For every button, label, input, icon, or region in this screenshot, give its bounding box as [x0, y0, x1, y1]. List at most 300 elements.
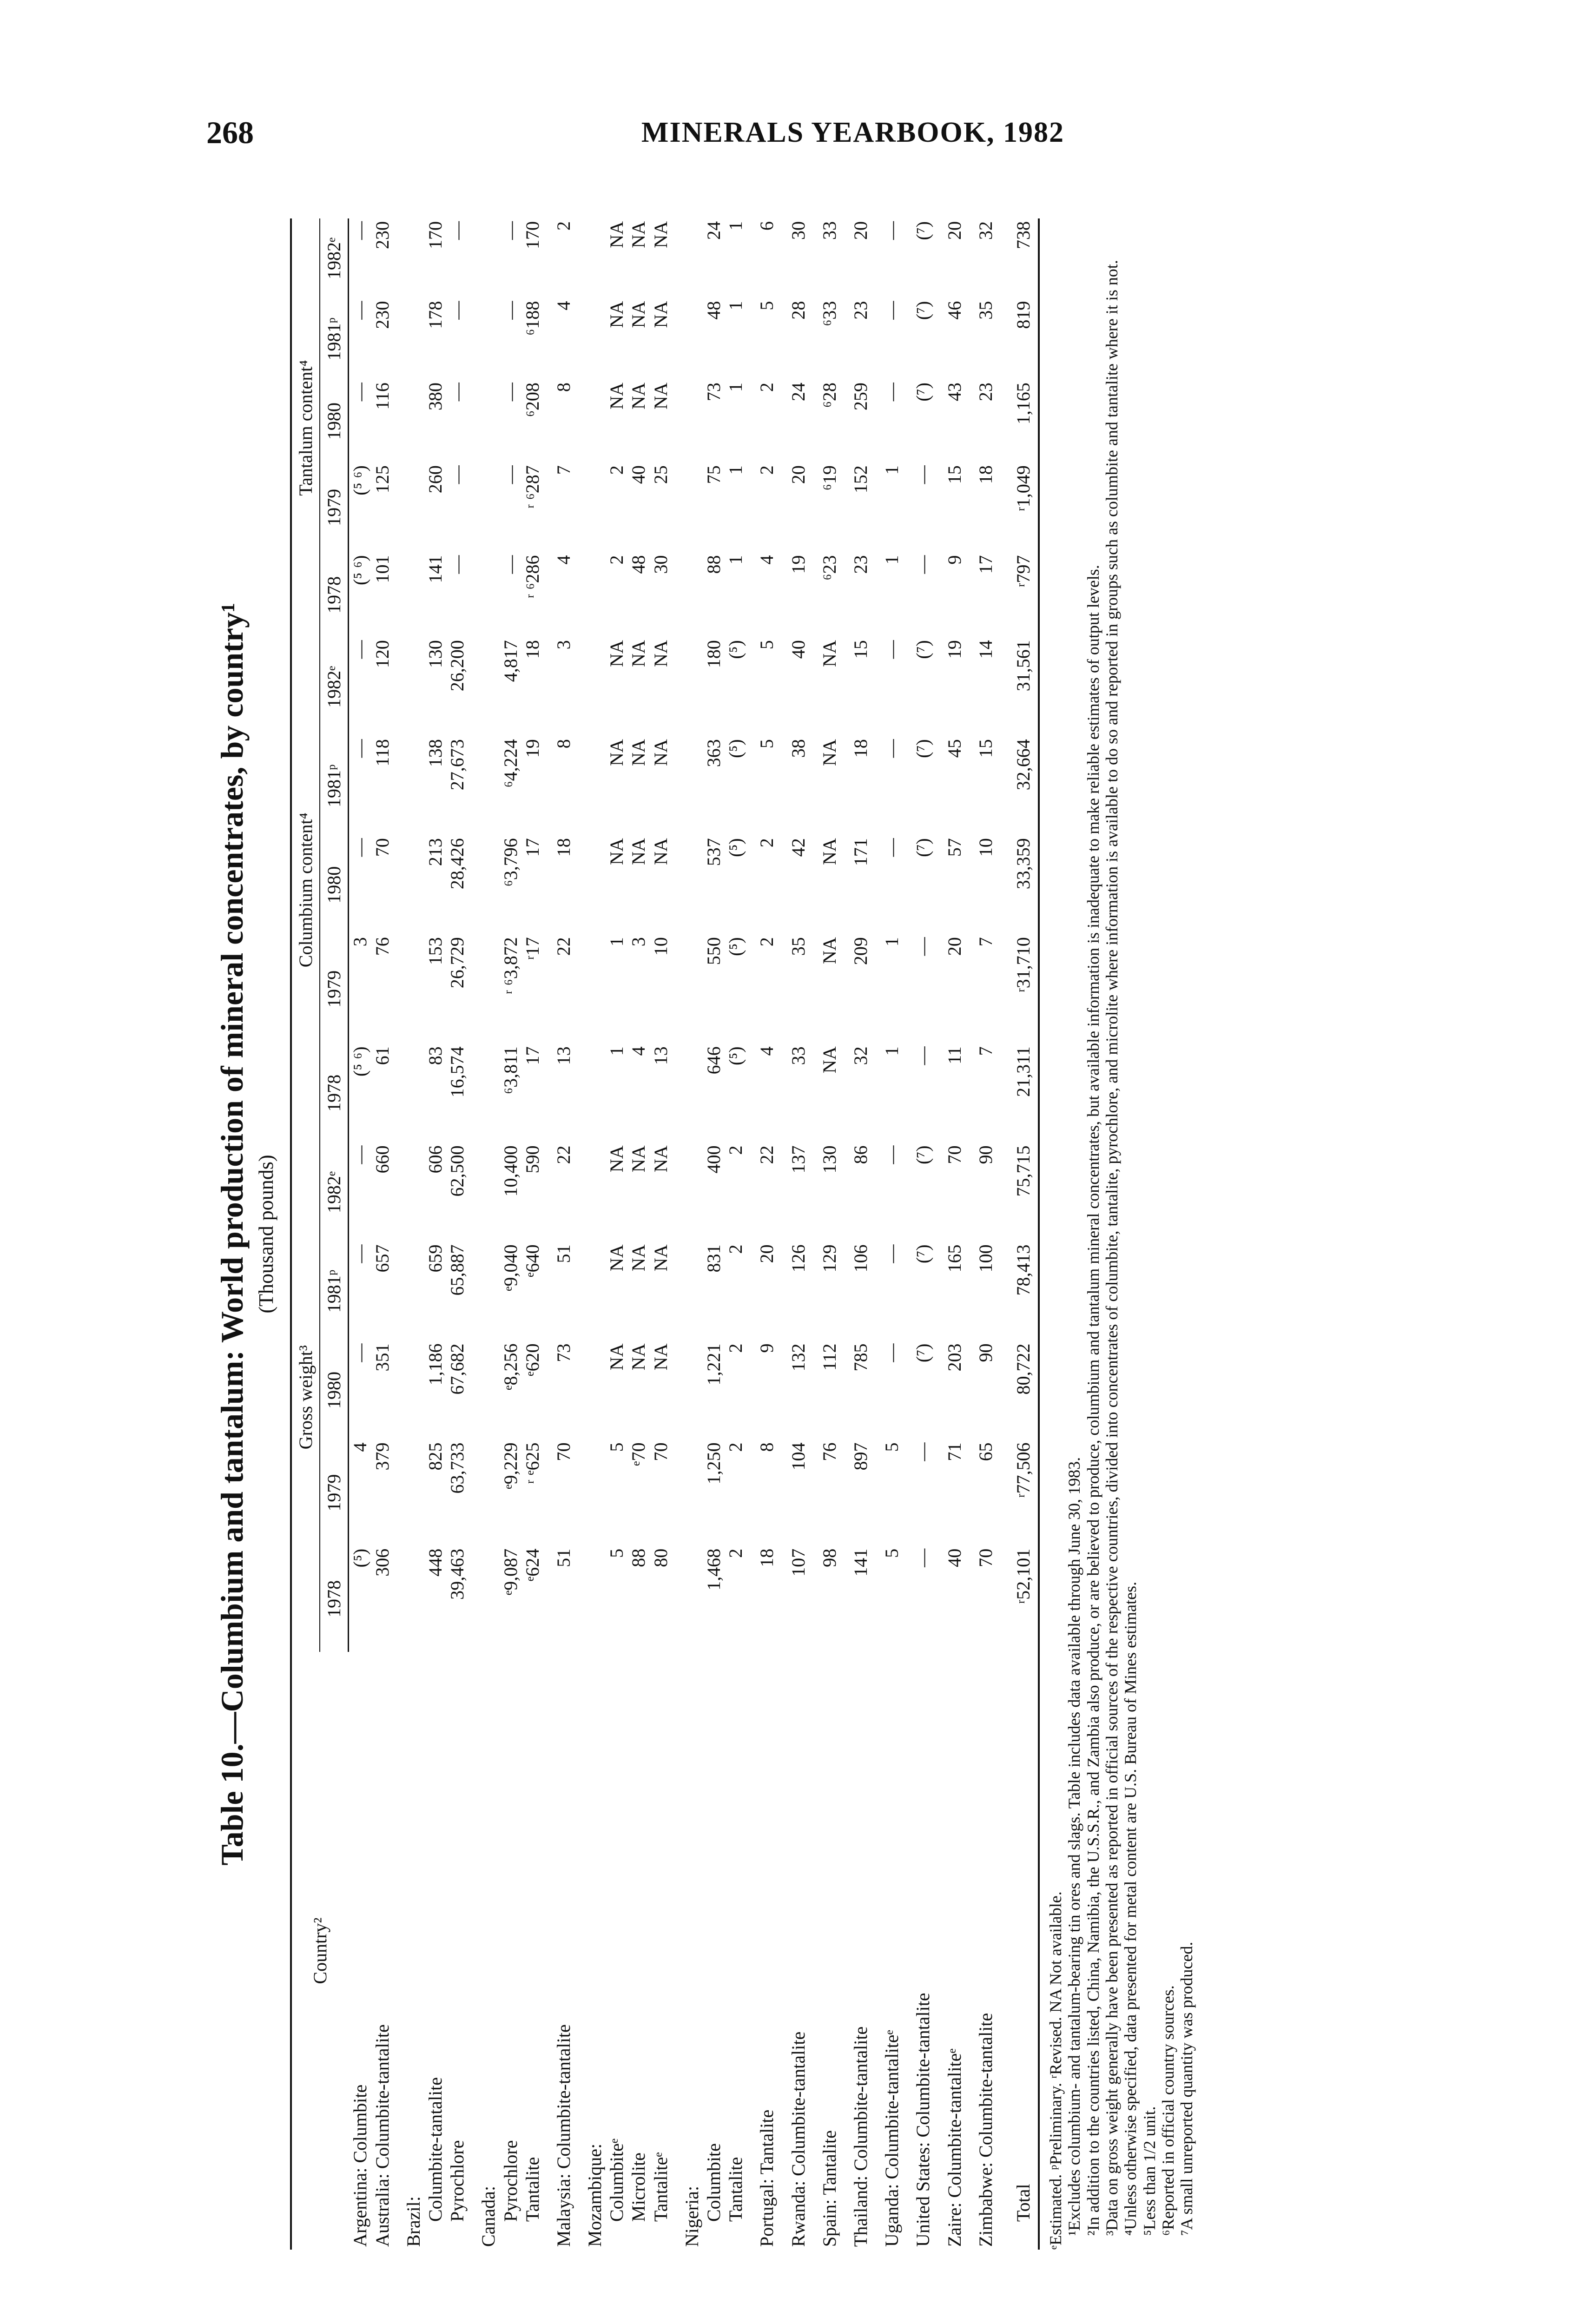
gross-value: ʳ52,101	[997, 1546, 1039, 1652]
columbium-value: 16,574	[447, 1046, 468, 1098]
table-row	[500, 218, 521, 2250]
columbium-value: 14	[975, 640, 996, 659]
tantalum-value	[468, 462, 499, 552]
columbium-value: 8	[553, 739, 574, 749]
tantalum-value: —	[447, 555, 468, 574]
columbium-value: —	[881, 838, 903, 857]
columbium-value: 646	[703, 1046, 724, 1075]
country-cell	[627, 1652, 649, 2250]
tantalum-value: ʳ ⁶287	[521, 465, 543, 508]
columbium-value	[468, 1043, 499, 1142]
columbium-value: 76	[371, 937, 393, 956]
tantalum-value: ⁶208	[521, 383, 543, 417]
gross-value: 1,186	[424, 1343, 446, 1386]
gross-value: 5	[606, 1442, 627, 1452]
gross-value: 63,733	[447, 1442, 468, 1494]
gross-value: 448	[424, 1548, 446, 1577]
columbium-value: 550	[703, 937, 724, 965]
columbium-value: NA	[628, 739, 649, 766]
columbium-value: 13	[553, 1046, 574, 1065]
gross-value	[672, 1440, 703, 1546]
tantalum-value: —	[881, 383, 903, 402]
tantalum-value: —	[500, 221, 521, 240]
tantalum-value	[393, 552, 424, 637]
table-row	[672, 218, 703, 2250]
gross-value: NA	[606, 1145, 627, 1173]
tantalum-value: NA	[628, 301, 649, 328]
gross-value: 657	[371, 1244, 393, 1273]
columbium-value: (⁵)	[725, 640, 746, 659]
year-header: 1980	[320, 835, 349, 934]
tantalum-value	[574, 552, 606, 637]
gross-value: 132	[787, 1343, 809, 1372]
columbium-value: NA	[819, 640, 840, 667]
columbium-value	[672, 736, 703, 835]
gross-value: —	[881, 1145, 903, 1164]
columbium-value: 17	[521, 1046, 543, 1065]
gross-value: NA	[650, 1244, 671, 1272]
columbium-value: 5	[756, 640, 778, 650]
columbium-value: —	[912, 937, 934, 956]
group-header-columbium: Columbium content⁴	[291, 637, 320, 1142]
columbium-value: 31,561	[997, 637, 1039, 736]
columbium-value: ʳ ⁶3,872	[500, 937, 521, 994]
columbium-value: 26,729	[447, 937, 468, 989]
columbium-value	[672, 1043, 703, 1142]
gross-value	[672, 1546, 703, 1652]
table-row	[521, 218, 543, 2250]
country-cell	[965, 1652, 997, 2250]
columbium-value: 213	[424, 838, 446, 866]
table-row	[371, 218, 393, 2250]
columbium-value: 27,673	[447, 739, 468, 791]
columbium-value: 2	[756, 838, 778, 848]
tantalum-value: NA	[606, 383, 627, 409]
country-label: United States: Columbite-tantalite	[912, 1993, 934, 2247]
table-row	[871, 218, 903, 2250]
tantalum-value: 230	[371, 221, 393, 249]
tantalum-value: ⁶28	[819, 383, 840, 408]
columbium-value: NA	[628, 640, 649, 667]
columbium-value: 130	[424, 640, 446, 668]
country-cell	[371, 1652, 393, 2250]
tantalum-value: NA	[628, 383, 649, 409]
country-label: Zimbabwe: Columbite-tantalite	[975, 2013, 996, 2247]
tantalum-value	[393, 380, 424, 462]
gross-value: 71	[944, 1442, 965, 1461]
columbium-value	[672, 934, 703, 1043]
columbium-value: 35	[787, 937, 809, 956]
country-label: Rwanda: Columbite-tantalite	[787, 2031, 809, 2247]
gross-value: 39,463	[447, 1548, 468, 1600]
gross-value: NA	[650, 1145, 671, 1173]
tantalum-value: 2	[756, 383, 778, 392]
columbium-value: 83	[424, 1046, 446, 1065]
gross-value: (⁵)	[350, 1548, 371, 1568]
columbium-value: 38	[787, 739, 809, 758]
tantalum-value: NA	[650, 301, 671, 328]
tantalum-value: 2	[553, 221, 574, 231]
columbium-value: 33,359	[997, 835, 1039, 934]
country-cell	[871, 1652, 903, 2250]
page-number: 268	[206, 115, 254, 150]
gross-value: ʳ77,506	[997, 1440, 1039, 1546]
tantalum-value: ʳ1,049	[997, 462, 1039, 552]
tantalum-value	[468, 218, 499, 298]
table-row	[840, 218, 871, 2250]
gross-value	[574, 1341, 606, 1440]
columbium-value	[574, 835, 606, 934]
tantalum-value: 20	[944, 221, 965, 240]
country-label: Columbite-tantalite	[424, 2077, 446, 2222]
gross-value: —	[881, 1343, 903, 1362]
table-row	[424, 218, 446, 2250]
tantalum-value: NA	[628, 221, 649, 248]
gross-value: 65,887	[447, 1244, 468, 1296]
columbium-value: —	[881, 739, 903, 758]
year-header: 1982ᵉ	[320, 637, 349, 736]
tantalum-value: 23	[850, 301, 871, 320]
gross-value	[393, 1341, 424, 1440]
country-label: Thailand: Columbite-tantalite	[850, 2026, 871, 2247]
columbium-value: 537	[703, 838, 724, 866]
running-header: MINERALS YEARBOOK, 1982	[641, 117, 1064, 148]
tantalum-value: 23	[975, 383, 996, 402]
tantalum-value: 24	[703, 221, 724, 240]
tantalum-value: NA	[650, 221, 671, 248]
gross-value: 606	[424, 1145, 446, 1174]
gross-value: 98	[819, 1548, 840, 1567]
country-cell	[650, 1652, 672, 2250]
tantalum-value: 2	[756, 465, 778, 475]
gross-value: —	[912, 1548, 934, 1567]
tantalum-value: 88	[703, 555, 724, 574]
columbium-value: NA	[606, 838, 627, 865]
gross-value: (⁷)	[912, 1145, 934, 1165]
columbium-value: 10	[975, 838, 996, 857]
year-header: 1981ᵖ	[320, 298, 349, 380]
tantalum-value: 18	[975, 465, 996, 484]
tantalum-value: 35	[975, 301, 996, 320]
tantalum-value: —	[350, 221, 371, 240]
table-row	[809, 218, 840, 2250]
columbium-value: ⁶3,796	[500, 838, 521, 887]
country-label: Columbite	[703, 2143, 724, 2222]
tantalum-value: 1	[725, 465, 746, 475]
table-row	[627, 218, 649, 2250]
columbium-value: 3	[350, 937, 371, 947]
gross-value: 1,468	[703, 1548, 724, 1591]
country-label: Tantalite	[725, 2157, 746, 2222]
tantalum-value	[574, 462, 606, 552]
tantalum-value: —	[500, 555, 521, 574]
gross-value	[672, 1142, 703, 1241]
total-label: Total	[997, 1652, 1039, 2250]
tantalum-value: 5	[756, 301, 778, 310]
country-cell	[672, 1652, 703, 2250]
country-cell	[349, 1652, 371, 2250]
columbium-value: 1	[606, 937, 627, 947]
table-row	[903, 218, 934, 2250]
country-label: Brazil:	[403, 2196, 424, 2247]
columbium-value: 15	[975, 739, 996, 758]
gross-value: NA	[628, 1244, 649, 1272]
year-header: 1979	[320, 1440, 349, 1546]
columbium-value: 171	[850, 838, 871, 866]
country-label: Argentina: Columbite	[349, 2084, 370, 2247]
gross-value	[468, 1546, 499, 1652]
gross-value: ᵉ9,229	[500, 1442, 521, 1489]
tantalum-value	[574, 298, 606, 380]
gross-value: NA	[606, 1343, 627, 1371]
tantalum-value: —	[447, 383, 468, 402]
gross-value: 88	[628, 1548, 649, 1567]
columbium-value: 4,817	[500, 640, 521, 682]
tantalum-value: 23	[850, 555, 871, 574]
gross-value: 351	[371, 1343, 393, 1372]
columbium-value: 32	[850, 1046, 871, 1065]
tantalum-value	[672, 462, 703, 552]
country-label: Nigeria:	[681, 2185, 702, 2247]
columbium-value: 5	[756, 739, 778, 749]
columbium-value: 209	[850, 937, 871, 965]
columbium-value: NA	[650, 739, 671, 766]
tantalum-value: 170	[424, 221, 446, 249]
footnote: ²In addition to the countries listed, China, Namibia, the U.S.S.R., and Zambia also produce, or are believed to produce, columbium and tantalum mineral concentrates, but available information is inadequate to make reliable estimates of output levels.	[1083, 565, 1102, 2236]
country-label: Pyrochlore	[447, 2140, 468, 2222]
tantalum-value: 259	[850, 383, 871, 411]
gross-value	[468, 1440, 499, 1546]
columbium-value: 28,426	[447, 838, 468, 890]
tantalum-value: 1	[725, 383, 746, 392]
footnote: ⁴Unless otherwise specified, data presented for metal content are U.S. Bureau of Mines estimates.	[1121, 1581, 1140, 2236]
table-row	[349, 218, 371, 2250]
columbium-value: 70	[371, 838, 393, 857]
gross-value: ʳ ᵉ625	[521, 1442, 543, 1484]
year-header: 1982ᵉ	[320, 218, 349, 298]
country-cell	[468, 1652, 499, 2250]
table-row	[574, 218, 606, 2250]
columbium-value: ʳ17	[521, 937, 543, 960]
gross-value: NA	[606, 1244, 627, 1272]
columbium-value: ⁶4,224	[500, 739, 521, 788]
gross-value	[468, 1341, 499, 1440]
gross-value: 76	[819, 1442, 840, 1461]
tantalum-value: 15	[944, 465, 965, 484]
gross-value	[393, 1546, 424, 1652]
country-cell	[809, 1652, 840, 2250]
tantalum-value: —	[912, 555, 934, 574]
tantalum-value: 24	[787, 383, 809, 402]
gross-value: —	[912, 1442, 934, 1461]
gross-value: —	[350, 1343, 371, 1362]
tantalum-value: 17	[975, 555, 996, 574]
tantalum-value: 738	[997, 218, 1039, 298]
columbium-value	[672, 637, 703, 736]
columbium-value: —	[881, 640, 903, 659]
gross-value: ᵉ70	[628, 1442, 649, 1466]
columbium-value: (⁵)	[725, 937, 746, 956]
columbium-value: 42	[787, 838, 809, 857]
tantalum-value: 19	[787, 555, 809, 574]
gross-value: 306	[371, 1548, 393, 1577]
gross-value: NA	[628, 1145, 649, 1173]
columbium-value: 180	[703, 640, 724, 668]
columbium-value: 2	[756, 937, 778, 947]
columbium-value: NA	[819, 1046, 840, 1074]
gross-value: 5	[881, 1548, 903, 1558]
tantalum-value	[672, 380, 703, 462]
tantalum-value: —	[500, 301, 521, 320]
columbium-value: NA	[650, 838, 671, 865]
columbium-value: —	[350, 640, 371, 659]
tantalum-value: 125	[371, 465, 393, 494]
table-row	[468, 218, 499, 2250]
country-label: Malaysia: Columbite-tantalite	[553, 2024, 574, 2247]
gross-value: 70	[944, 1145, 965, 1164]
columbium-value: 21,311	[997, 1043, 1039, 1142]
tantalum-value: (⁵ ⁶)	[350, 555, 371, 586]
gross-value: 20	[756, 1244, 778, 1263]
tantalum-value: 32	[975, 221, 996, 240]
footnote: ¹Excludes columbium- and tantalum-bearing tin ores and slags. Table includes data available through June 30, 1983.	[1065, 1457, 1084, 2236]
gross-value: 75,715	[997, 1142, 1039, 1241]
tantalum-value: —	[500, 383, 521, 402]
gross-value: 67,682	[447, 1343, 468, 1395]
country-cell	[840, 1652, 871, 2250]
columbium-value: NA	[606, 739, 627, 766]
gross-value: NA	[628, 1343, 649, 1371]
tantalum-value: 1	[725, 221, 746, 231]
tantalum-value: NA	[606, 221, 627, 248]
columbium-value	[468, 934, 499, 1043]
tantalum-value: 141	[424, 555, 446, 583]
tantalum-value: 260	[424, 465, 446, 494]
tantalum-value	[468, 298, 499, 380]
tantalum-value: NA	[606, 301, 627, 328]
tantalum-value: 25	[650, 465, 671, 484]
tantalum-value: 1	[881, 465, 903, 475]
country-cell	[725, 1652, 746, 2250]
year-header: 1982ᵉ	[320, 1142, 349, 1241]
country-label: Australia: Columbite-tantalite	[371, 2024, 393, 2247]
table-title: Table 10.—Columbium and tantalum: World production of mineral concentrates, by country¹	[214, 602, 250, 1866]
tantalum-value: (⁵ ⁶)	[350, 465, 371, 495]
country-label: Tantaliteᵉ	[650, 2152, 671, 2222]
columbium-value: 11	[944, 1046, 965, 1064]
gross-value: 825	[424, 1442, 446, 1471]
country-cell	[543, 1652, 574, 2250]
gross-value	[393, 1440, 424, 1546]
columbium-value: 32,664	[997, 736, 1039, 835]
columbium-value: 3	[553, 640, 574, 650]
columbium-value: NA	[650, 640, 671, 667]
table-row	[703, 218, 725, 2250]
columbium-value: 1	[606, 1046, 627, 1056]
gross-value	[574, 1142, 606, 1241]
columbium-value: NA	[606, 640, 627, 667]
columbium-value	[468, 736, 499, 835]
country-label: Microlite	[628, 2152, 649, 2222]
columbium-value	[672, 835, 703, 934]
gross-value: 5	[881, 1442, 903, 1452]
gross-value: 590	[521, 1145, 543, 1174]
gross-value: 90	[975, 1145, 996, 1164]
gross-value: 165	[944, 1244, 965, 1273]
columbium-value: 1	[881, 937, 903, 947]
tantalum-value: NA	[650, 383, 671, 409]
gross-value: 659	[424, 1244, 446, 1273]
tantalum-value	[393, 462, 424, 552]
gross-value: 2	[725, 1442, 746, 1452]
tantalum-value: 152	[850, 465, 871, 494]
table-subtitle: (Thousand pounds)	[255, 1155, 277, 1314]
country-cell	[934, 1652, 965, 2250]
country-cell	[500, 1652, 521, 2250]
gross-value: 80	[650, 1548, 671, 1567]
columbium-value: —	[350, 838, 371, 857]
gross-value: (⁷)	[912, 1343, 934, 1363]
gross-value: ᵉ620	[521, 1343, 543, 1376]
tantalum-value: 30	[650, 555, 671, 574]
country-cell	[746, 1652, 778, 2250]
gross-value: 129	[819, 1244, 840, 1273]
country-label: Uganda: Columbite-tantaliteᵉ	[881, 2030, 903, 2247]
tantalum-value	[468, 380, 499, 462]
columbium-value: NA	[819, 937, 840, 964]
country-cell	[574, 1652, 606, 2250]
tantalum-value: 1	[725, 301, 746, 310]
columbium-value: 153	[424, 937, 446, 965]
columbium-value: 13	[650, 1046, 671, 1065]
table-row	[746, 218, 778, 2250]
columbium-value: 18	[850, 739, 871, 758]
tantalum-value: —	[500, 465, 521, 484]
country-label: Portugal: Tantalite	[756, 2109, 778, 2247]
columbium-value: 57	[944, 838, 965, 857]
footnote: ⁷A small unreported quantity was produced.	[1177, 1941, 1196, 2236]
gross-value: 2	[725, 1343, 746, 1353]
tantalum-value: —	[912, 465, 934, 484]
tantalum-value	[574, 380, 606, 462]
columbium-value: 19	[944, 640, 965, 659]
columbium-value: NA	[628, 838, 649, 865]
tantalum-value: 73	[703, 383, 724, 402]
columbium-value: 10	[650, 937, 671, 956]
tantalum-value: 1,165	[997, 380, 1039, 462]
country-cell	[393, 1652, 424, 2250]
gross-value: 141	[850, 1548, 871, 1577]
tantalum-value: 4	[553, 301, 574, 310]
gross-value: 78,413	[997, 1241, 1039, 1340]
columbium-value: 4	[756, 1046, 778, 1056]
table-row	[606, 218, 627, 2250]
tantalum-value	[468, 552, 499, 637]
tantalum-value: 170	[521, 221, 543, 249]
tantalum-value: —	[447, 465, 468, 484]
tantalum-value: —	[447, 301, 468, 320]
columbium-value	[393, 1043, 424, 1142]
country-header: Country²	[291, 1652, 349, 2250]
gross-value: 51	[553, 1244, 574, 1263]
gross-value	[468, 1241, 499, 1340]
tantalum-value: 9	[944, 555, 965, 565]
columbium-value	[468, 637, 499, 736]
footnote: ³Data on gross weight generally have been presented as reported in official sources of the respective countries, divided into concentrates of columbite, tantalite, pyrochlore, and microlite where information is available to do so and reported in groups such as columbite and tantalite where it is not.	[1102, 260, 1121, 2236]
gross-value: 2	[725, 1145, 746, 1155]
gross-value: 70	[553, 1442, 574, 1461]
country-label: Columbiteᵉ	[606, 2138, 627, 2222]
